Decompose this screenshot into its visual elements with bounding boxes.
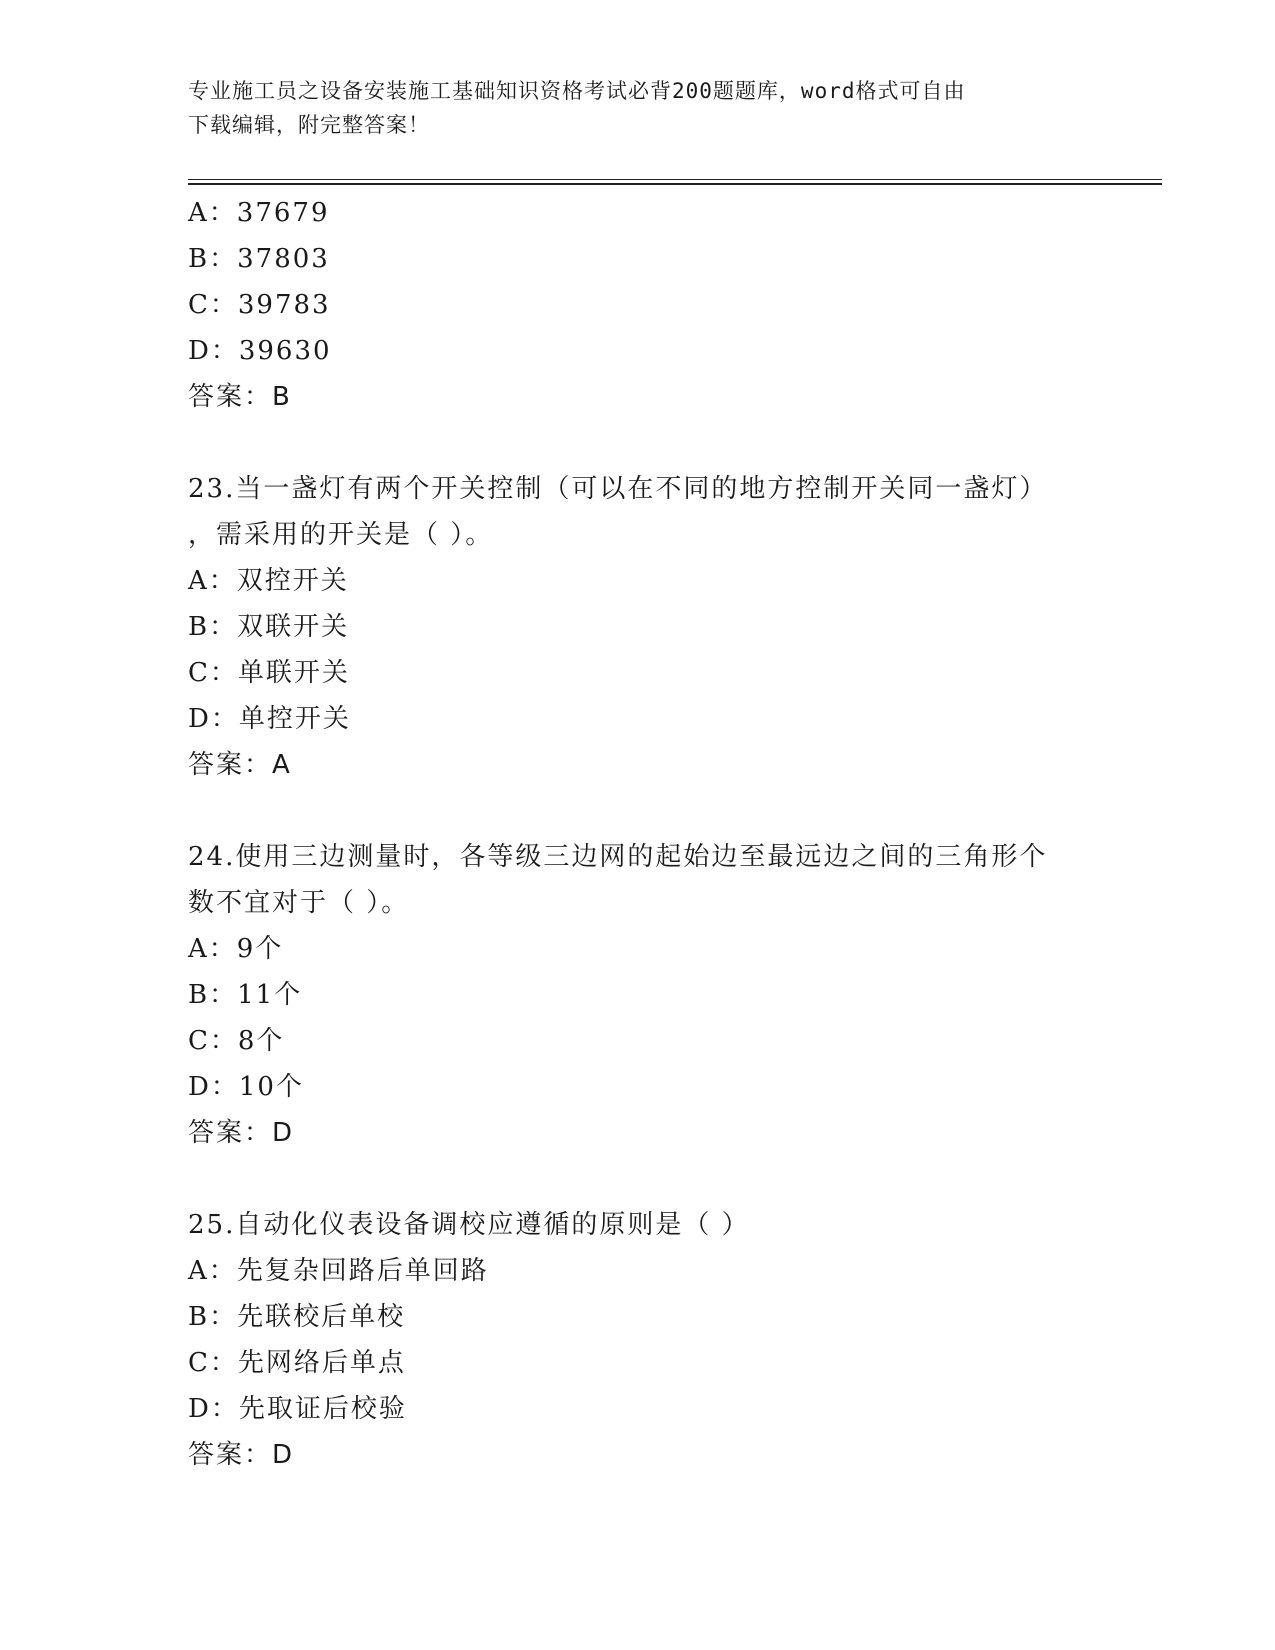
question-block-24 xyxy=(188,834,1088,1156)
option-c: C：39783 xyxy=(188,290,331,320)
spacer xyxy=(188,788,1088,834)
option-b: B：先联校后单校 xyxy=(188,1302,406,1332)
option-c: C：先网络后单点 xyxy=(188,1348,406,1378)
question-block-25 xyxy=(188,1202,1088,1478)
question-block-23 xyxy=(188,466,1088,788)
option-c: C：8个 xyxy=(188,1026,285,1056)
answer-line: 答案：D xyxy=(188,1440,295,1470)
spacer xyxy=(188,1156,1088,1202)
option-d: D：10个 xyxy=(188,1072,304,1102)
answer-line: 答案：D xyxy=(188,1118,295,1148)
question-stem-line-2: ，需采用的开关是（ ）。 xyxy=(188,520,494,550)
option-d: D：先取证后校验 xyxy=(188,1394,407,1424)
option-a: A：37679 xyxy=(188,198,330,228)
answer-line: 答案：A xyxy=(188,750,292,780)
question-stem-line-1: 23.当一盏灯有两个开关控制（可以在不同的地方控制开关同一盏灯） xyxy=(188,474,1048,504)
option-b: B：37803 xyxy=(188,244,330,274)
option-a: A：双控开关 xyxy=(188,566,349,596)
option-d: D：单控开关 xyxy=(188,704,351,734)
option-b: B：双联开关 xyxy=(188,612,350,642)
option-b: B：11个 xyxy=(188,980,303,1010)
header-rule-thin xyxy=(188,179,1162,180)
question-stem-line-2: 数不宜对于（ ）。 xyxy=(188,888,410,918)
option-d: D：39630 xyxy=(188,336,332,366)
spacer xyxy=(188,420,1088,466)
question-stem-line-1: 24.使用三边测量时，各等级三边网的起始边至最远边之间的三角形个 xyxy=(188,842,1048,872)
header-title-line-2: 下载编辑，附完整答案！ xyxy=(188,113,430,137)
answer-line: 答案：B xyxy=(188,382,292,412)
option-a: A：先复杂回路后单回路 xyxy=(188,1256,489,1286)
question-stem-line-1: 25.自动化仪表设备调校应遵循的原则是（ ） xyxy=(188,1210,750,1240)
document-header xyxy=(188,74,1088,142)
question-list xyxy=(188,190,1088,1478)
option-a: A：9个 xyxy=(188,934,284,964)
question-block-22 xyxy=(188,190,1088,420)
option-c: C：单联开关 xyxy=(188,658,350,688)
header-rule-thick xyxy=(188,183,1162,185)
header-title-line-1: 专业施工员之设备安装施工基础知识资格考试必背200题题库，word格式可自由 xyxy=(188,79,966,103)
